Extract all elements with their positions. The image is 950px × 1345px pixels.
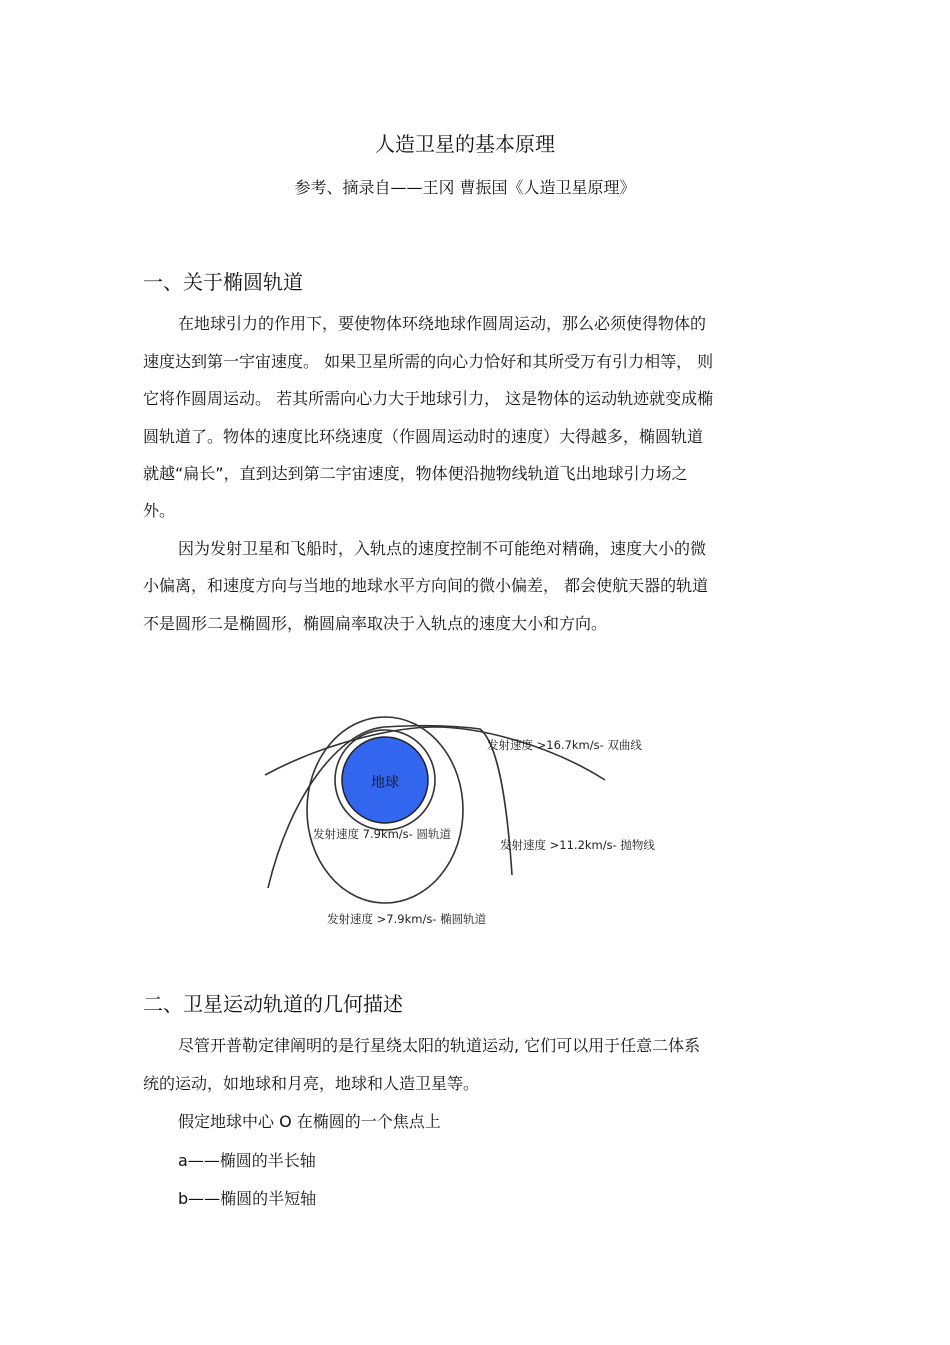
section1-line: 小偏离，和速度方向与当地的地球水平方向间的微小偏差， 都会使航天器的轨道 [143,576,709,595]
section2-line: 统的运动，如地球和月亮，地球和人造卫星等。 [143,1074,480,1093]
section1-line: 在地球引力的作用下，要使物体环绕地球作圆周运动，那么必须使得物体的 [178,314,707,333]
section1-line: 因为发射卫星和飞船时，入轨点的速度控制不可能绝对精确，速度大小的微 [178,539,707,558]
section1-line: 它将作圆周运动。 若其所需向心力大于地球引力， 这是物体的运动轨迹就变成椭 [143,389,714,408]
section1-heading: 一、关于椭圆轨道 [143,270,303,294]
earth-label: 地球 [371,775,399,791]
section2-line: b——椭圆的半短轴 [178,1189,317,1208]
section1-line: 外。 [143,501,176,520]
label-parabola: 发射速度 >11.2km/s- 抛物线 [500,838,655,852]
orbit-diagram [250,715,680,935]
page-title: 人造卫星的基本原理 [375,132,555,156]
section2-line: 尽管开普勒定律阐明的是行星绕太阳的轨道运动, 它们可以用于任意二体系 [178,1036,701,1055]
page-subtitle: 参考、摘录自——王冈 曹振国《人造卫星原理》 [294,178,636,197]
section2-line: 假定地球中心 O 在椭圆的一个焦点上 [178,1112,441,1131]
section2-heading: 二、卫星运动轨道的几何描述 [143,992,403,1016]
section1-line: 就越“扁长”，直到达到第二宇宙速度，物体便沿抛物线轨道飞出地球引力场之 [143,464,688,483]
label-hyperbola: 发射速度 >16.7km/s- 双曲线 [487,738,642,752]
label-circle: 发射速度 7.9km/s- 圆轨道 [313,827,451,841]
section1-line: 不是圆形二是椭圆形，椭圆扁率取决于入轨点的速度大小和方向。 [143,614,608,633]
section2-line: a——椭圆的半长轴 [178,1151,316,1170]
section1-line: 速度达到第一宇宙速度。 如果卫星所需的向心力恰好和其所受万有引力相等， 则 [143,352,714,371]
section1-line: 圆轨道了。物体的速度比环绕速度（作圆周运动时的速度）大得越多，椭圆轨道 [143,427,704,446]
label-ellipse: 发射速度 >7.9km/s- 椭圆轨道 [327,912,487,926]
